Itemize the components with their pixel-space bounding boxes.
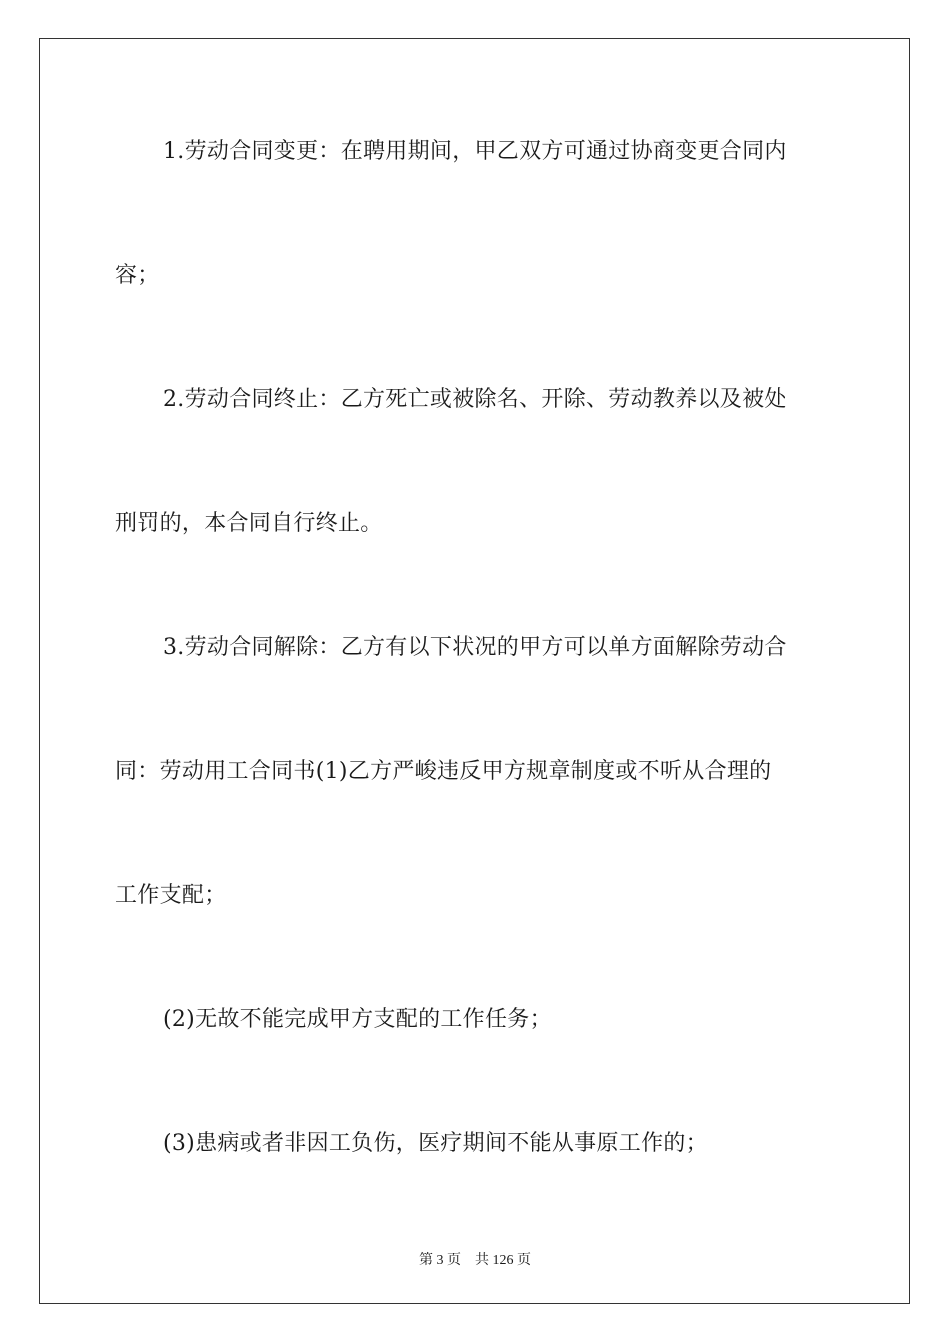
paragraph-4-line-1: (2)无故不能完成甲方支配的工作任务； — [163, 1007, 552, 1032]
page-border — [39, 38, 910, 1304]
paragraph-2-line-1: 2.劳动合同终止：乙方死亡或被除名、开除、劳动教养以及被处 — [163, 387, 787, 412]
page-footer — [0, 1249, 950, 1269]
paragraph-1-line-2: 容； — [115, 263, 160, 288]
total-pages: 共 126 页 — [475, 1253, 531, 1268]
paragraph-5-line-1: (3)患病或者非因工负伤，医疗期间不能从事原工作的； — [163, 1131, 708, 1156]
paragraph-3-line-2: 同：劳动用工合同书(1)乙方严峻违反甲方规章制度或不听从合理的 — [115, 759, 772, 784]
page-number: 第 3 页 — [419, 1253, 461, 1268]
paragraph-1-line-1: 1.劳动合同变更：在聘用期间，甲乙双方可通过协商变更合同内 — [163, 139, 787, 164]
paragraph-2-line-2: 刑罚的，本合同自行终止。 — [115, 511, 383, 536]
paragraph-3-line-1: 3.劳动合同解除：乙方有以下状况的甲方可以单方面解除劳动合 — [163, 635, 787, 660]
paragraph-3-line-3: 工作支配； — [115, 883, 227, 908]
